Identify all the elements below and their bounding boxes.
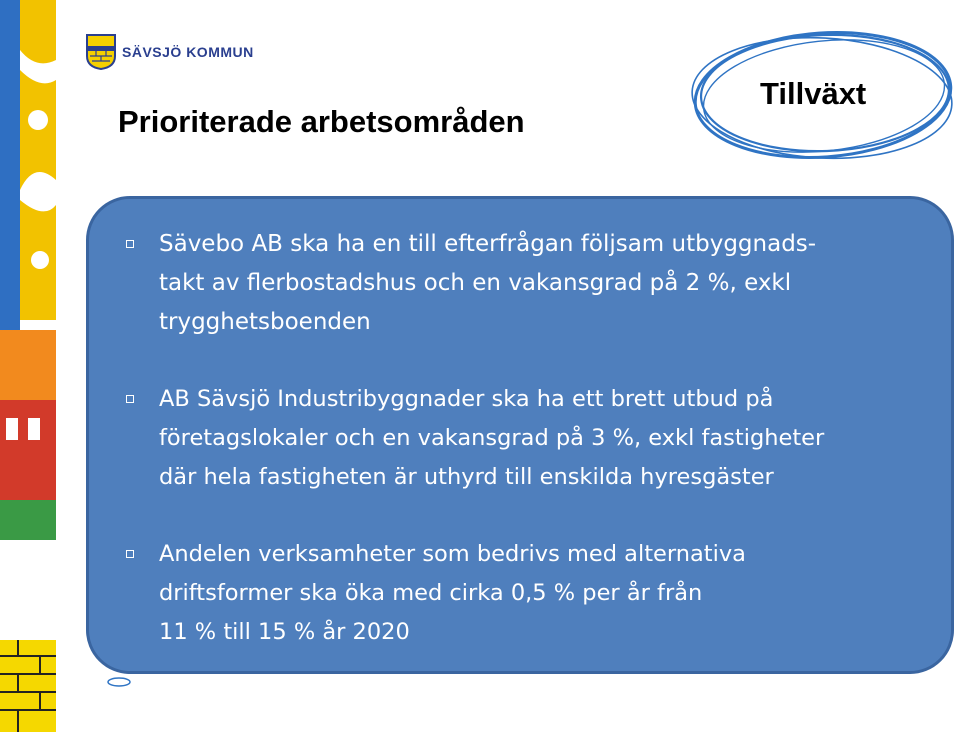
bullet-line: AB Sävsjö Industribyggnader ska ha ett brett utbud på — [159, 386, 774, 412]
content-panel — [86, 196, 954, 674]
coat-of-arms-icon — [86, 34, 116, 70]
bullet-item — [159, 225, 929, 342]
decorative-side-strip — [0, 0, 56, 732]
bullet-line: takt av flerbostadshus och en vakansgrad på 2 %, exkl — [159, 270, 792, 296]
bullet-line: trygghetsboenden — [159, 309, 371, 335]
bullet-line: driftsformer ska öka med cirka 0,5 % per år från — [159, 580, 703, 606]
logo-text: SÄVSJÖ KOMMUN — [122, 44, 254, 60]
bullet-line: 11 % till 15 % år 2020 — [159, 619, 410, 645]
square-bullet-icon — [126, 240, 134, 248]
page-title: Prioriterade arbetsområden — [118, 104, 525, 139]
bullet-item — [159, 535, 929, 652]
municipality-logo — [86, 34, 254, 70]
bullet-list — [159, 225, 929, 690]
bullet-line: företagslokaler och en vakansgrad på 3 %, exkl fastigheter — [159, 425, 825, 451]
square-bullet-icon — [126, 550, 134, 558]
bullet-line: Andelen verksamheter som bedrivs med alternativa — [159, 541, 746, 567]
section-label: Tillväxt — [760, 76, 867, 111]
side-collage-image — [0, 0, 56, 732]
bullet-line: där hela fastigheten är uthyrd till enskilda hyresgäster — [159, 464, 774, 490]
bullet-line: Sävebo AB ska ha en till efterfrågan följsam utbyggnads- — [159, 231, 817, 257]
decorative-swirl-icon — [106, 676, 132, 688]
square-bullet-icon — [126, 395, 134, 403]
bullet-item — [159, 380, 929, 497]
